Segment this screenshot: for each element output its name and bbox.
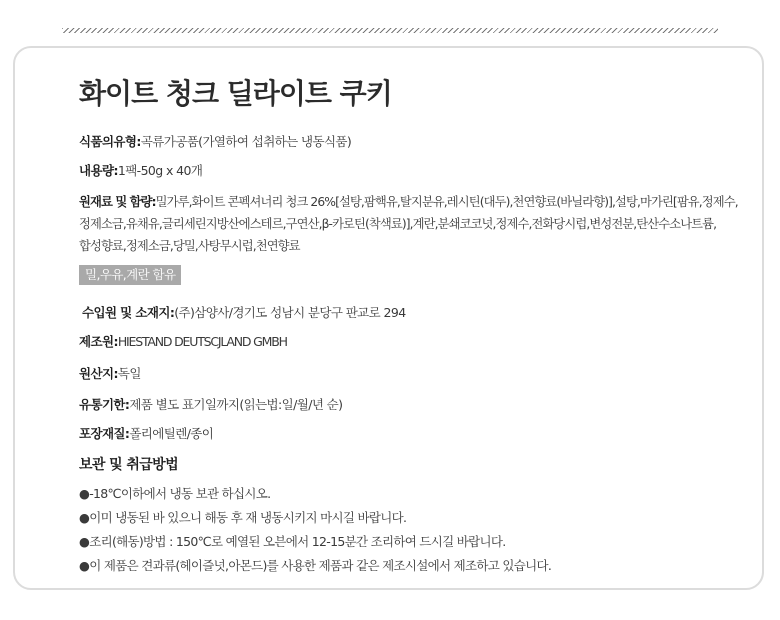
allergen-badge: 밀,우유,계란 함유 — [79, 265, 181, 285]
amount-row: 내용량:1팩-50g x 40개 — [79, 163, 203, 178]
importer-value: (주)삼양사/경기도 성남시 분당구 판교로 294 — [174, 305, 406, 320]
decorative-hatch-divider — [62, 28, 718, 33]
packaging-label: 포장재질 — [79, 426, 125, 441]
manufacturer-row: 제조원:HIESTAND DEUTSCJLAND GMBH — [79, 334, 287, 349]
ingredients-row: 원재료 및 함량:밀가루,화이트 콘펙셔너리 청크 26%[설탕,팜핵유,탈지분유,레시틴(대두),천연향료(바닐라향)],설탕,마가린[팜유,정제수,정제소금,유채유,글리세린지방산에스테르,구연산,β-카로틴(착색료)],계란,분쇄코코넛,정제수,전화당시럽,변성전분,탄산수소나트륨,합성향료,정제소금,당밀,사탕무시럽,천연향료 — [79, 195, 738, 253]
storage-note: ●조리(해동)방법 : 150℃로 예열된 오븐에서 12-15분간 조리하여 드시길 바랍니다. — [79, 534, 506, 549]
product-title: 화이트 청크 딜라이트 쿠키 — [79, 77, 392, 110]
manufacturer-value: HIESTAND DEUTSCJLAND GMBH — [117, 334, 287, 349]
food-type-value: 곡류가공품(가열하여 섭취하는 냉동식품) — [140, 134, 352, 149]
expiry-row: 유통기한:제품 별도 표기일까지(읽는법:일/월/년 순) — [79, 397, 343, 412]
origin-value: 독일 — [117, 366, 141, 381]
food-type-label: 식품의유형 — [79, 134, 137, 149]
storage-note: ●-18℃이하에서 냉동 보관 하십시오. — [79, 486, 271, 501]
amount-label: 내용량 — [79, 163, 114, 178]
manufacturer-label: 제조원 — [79, 334, 114, 349]
storage-heading: 보관 및 취급방법 — [79, 457, 179, 473]
packaging-row: 포장재질:폴리에틸렌/종이 — [79, 426, 214, 441]
importer-label: 수입원 및 소재지 — [82, 305, 170, 320]
origin-label: 원산지 — [79, 366, 114, 381]
storage-note: ●이미 냉동된 바 있으니 해동 후 재 냉동시키지 마시길 바랍니다. — [79, 510, 407, 525]
amount-value: 1팩-50g x 40개 — [117, 163, 203, 178]
expiry-value: 제품 별도 표기일까지(읽는법:일/월/년 순) — [129, 397, 343, 412]
storage-note: ●이 제품은 견과류(헤이즐넛,아몬드)를 사용한 제품과 같은 제조시설에서 제조하고 있습니다. — [79, 558, 552, 573]
importer-row: 수입원 및 소재지:(주)삼양사/경기도 성남시 분당구 판교로 294 — [82, 305, 406, 320]
ingredients-value: 밀가루,화이트 콘펙셔너리 청크 26%[설탕,팜핵유,탈지분유,레시틴(대두),천연향료(바닐라향)],설탕,마가린[팜유,정제수,정제소금,유채유,글리세린지방산에스테르,구연산,β-카로틴(착색료)],계란,분쇄코코넛,정제수,전화당시럽,변성전분,탄산수소나트륨,합성향료,정제소금,당밀,사탕무시럽,천연향료 — [79, 195, 738, 253]
packaging-value: 폴리에틸렌/종이 — [129, 426, 214, 441]
expiry-label: 유통기한 — [79, 397, 125, 412]
food-type-row: 식품의유형:곡류가공품(가열하여 섭취하는 냉동식품) — [79, 134, 352, 149]
ingredients-label: 원재료 및 함량 — [79, 195, 152, 209]
origin-row: 원산지:독일 — [79, 366, 141, 381]
